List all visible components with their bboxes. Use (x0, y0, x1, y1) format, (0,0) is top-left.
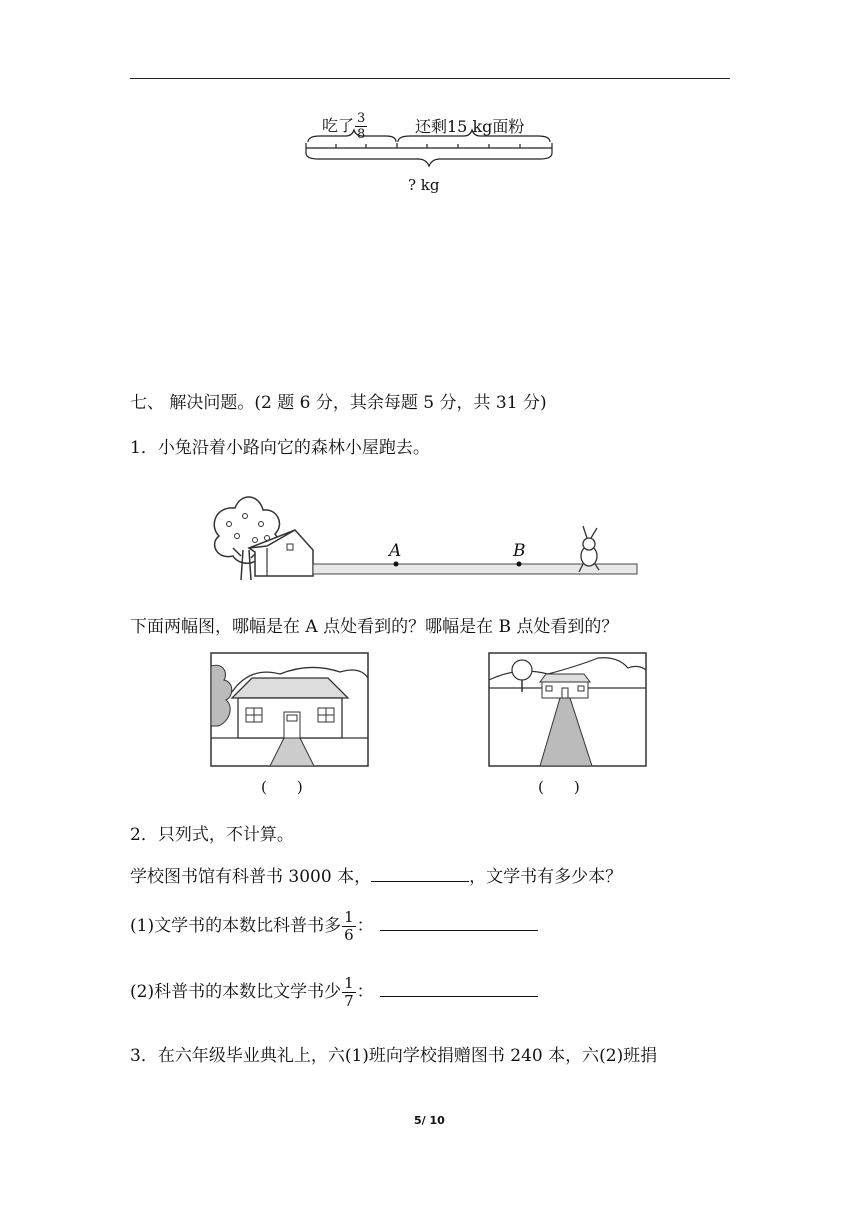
q2-part1-fraction (342, 910, 356, 943)
segment-diagram (300, 128, 560, 178)
diagram-remain-label: 还剩15 kg面粉 (415, 117, 525, 136)
q2-part2-den: 7 (344, 992, 354, 1010)
q2-part2-answer-blank[interactable] (380, 978, 538, 997)
section-heading: 七、 解决问题。(2 题 6 分，其余每题 5 分，共 31 分) (130, 393, 547, 413)
rabbit-icon (579, 526, 599, 572)
q2-stem (130, 862, 622, 887)
eaten-brace (308, 130, 396, 142)
q2-part2 (130, 976, 538, 1009)
answer-right[interactable]: ( ) (538, 778, 580, 796)
q2-text: 2．只列式，不计算。 (130, 825, 294, 845)
q2-part1-answer-blank[interactable] (380, 912, 538, 931)
point-a-label: A (389, 541, 402, 561)
eaten-numerator: 3 (357, 111, 366, 126)
point-a-dot (394, 562, 399, 567)
q1-text: 1．小兔沿着小路向它的森林小屋跑去。 (130, 438, 430, 458)
q3-text: 3．在六年级毕业典礼上，六(1)班向学校捐赠图书 240 本，六(2)班捐 (130, 1046, 658, 1066)
header-rule (130, 78, 730, 79)
eaten-text: 吃了 (322, 116, 355, 135)
roof (232, 678, 348, 698)
view-picture-right (488, 652, 648, 768)
eaten-denominator: 8 (357, 127, 366, 142)
total-brace (306, 153, 552, 166)
answer-left[interactable]: ( ) (261, 778, 303, 796)
q2-part2-num: 1 (344, 974, 354, 992)
q2-part2-colon: ： (356, 982, 374, 1002)
view-picture-left (210, 652, 370, 768)
q1-question: 下面两幅图，哪幅是在 A 点处看到的？哪幅是在 B 点处看到的？ (130, 617, 619, 637)
q2-stem-blank[interactable] (371, 863, 469, 882)
diagram-total-label: ? kg (408, 176, 440, 194)
point-b-dot (517, 562, 522, 567)
q2-part2-fraction (342, 976, 356, 1009)
point-b-label: B (513, 541, 526, 561)
rabbit-path-illustration (205, 478, 645, 588)
q2-part1-text: (1)文学书的本数比科普书多 (130, 916, 342, 936)
q2-stem-before: 学校图书馆有科普书 3000 本， (130, 867, 372, 887)
page-number: 5/ 10 (414, 1114, 445, 1127)
q2-part2-text: (2)科普书的本数比文学书少 (130, 982, 342, 1002)
remain-brace (398, 130, 550, 142)
q2-stem-after: ，文学书有多少本？ (469, 867, 623, 887)
q2-part1-num: 1 (344, 908, 354, 926)
q2-part1-den: 6 (344, 926, 354, 944)
q2-part1 (130, 910, 538, 943)
q2-part1-colon: ： (356, 916, 374, 936)
